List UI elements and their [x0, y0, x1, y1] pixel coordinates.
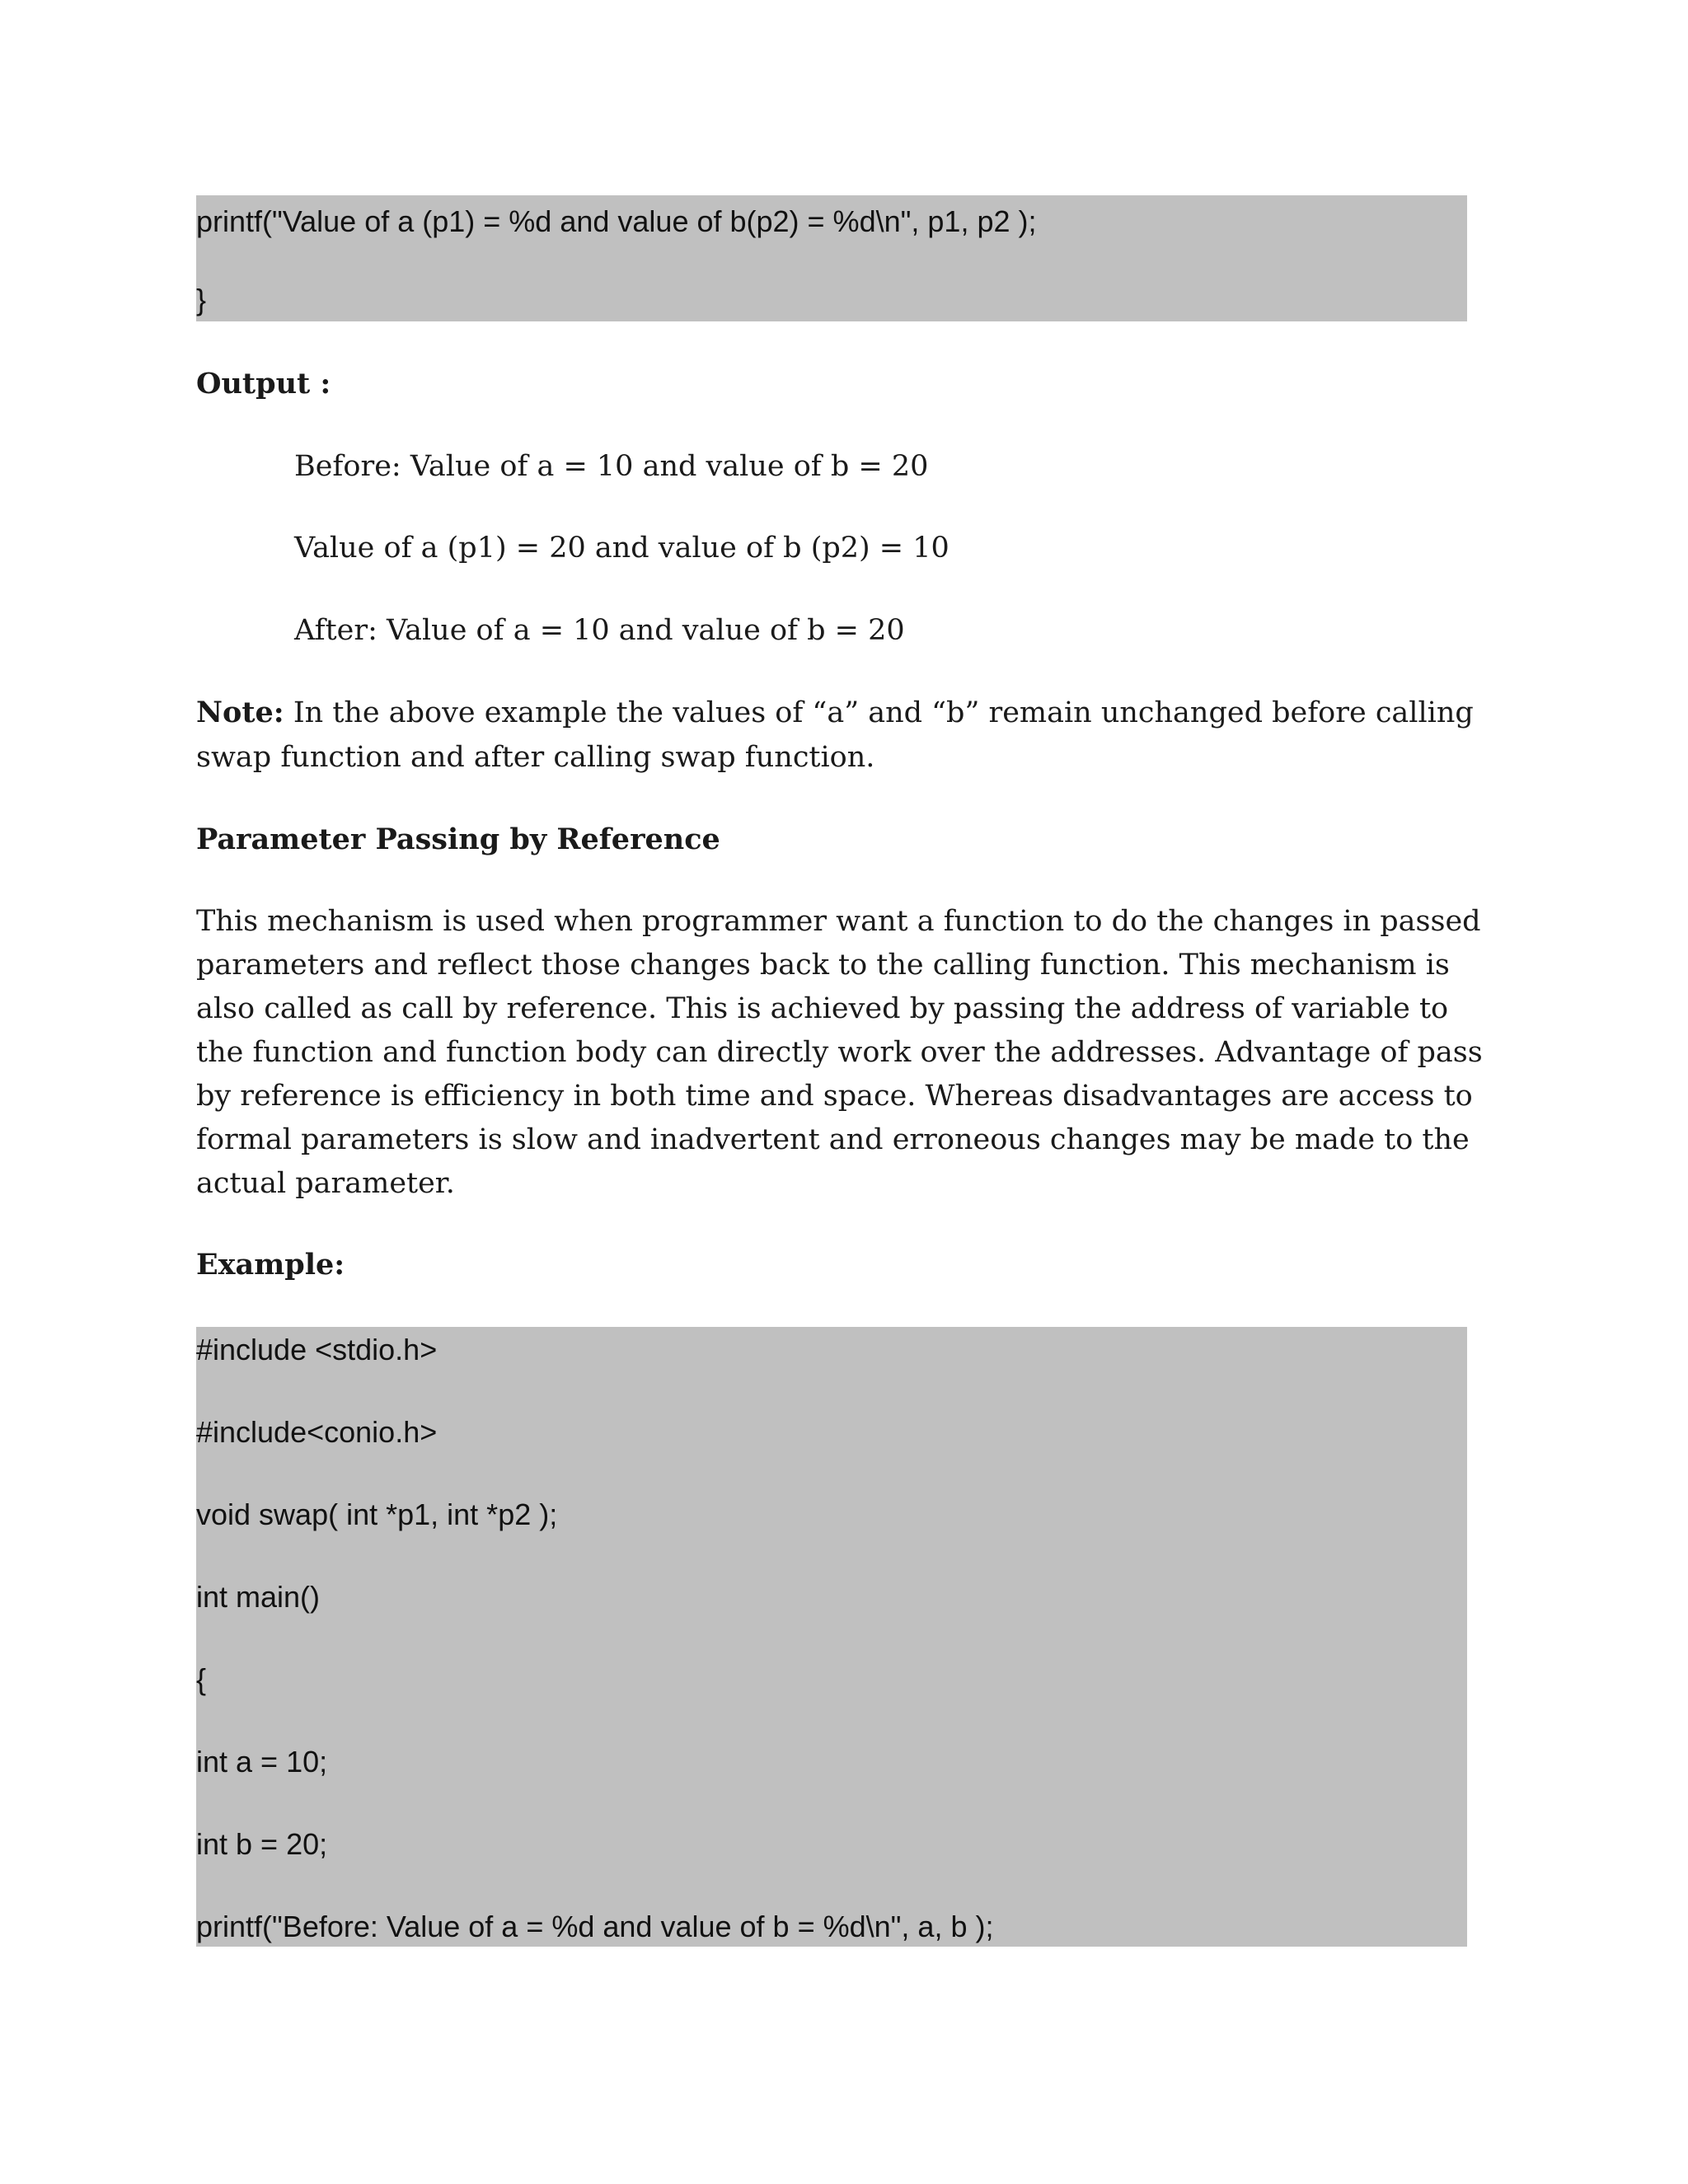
code-line: #include <stdio.h>: [196, 1333, 438, 1366]
code-block-continued: [196, 195, 1467, 321]
output-line: Value of a (p1) = 20 and value of b (p2) = 10: [294, 532, 950, 565]
paragraph-line: actual parameter.: [196, 1167, 455, 1200]
note-line: swap function and after calling swap function.: [196, 741, 875, 774]
paragraph-line: This mechanism is used when programmer want a function to do the changes in passed: [196, 905, 1481, 938]
code-line: }: [196, 283, 207, 316]
paragraph-line: parameters and reflect those changes back to the calling function. This mechanism is: [196, 949, 1450, 982]
paragraph-line: by reference is efficiency in both time and space. Whereas disadvantages are access to: [196, 1080, 1473, 1113]
example-code-block: [196, 1327, 1467, 1947]
code-line: int a = 10;: [196, 1745, 328, 1779]
example-heading: Example:: [196, 1248, 345, 1282]
output-heading: Output :: [196, 367, 331, 401]
code-line: printf("Value of a (p1) = %d and value of b(p2) = %d\n", p1, p2 );: [196, 204, 1037, 238]
paragraph-line: also called as call by reference. This is achieved by passing the address of variable to: [196, 992, 1449, 1025]
section-paragraph: [196, 900, 1483, 1206]
note-line: [196, 695, 1474, 731]
code-line: int main(): [196, 1580, 321, 1614]
paragraph-line: the function and function body can directly work over the addresses. Advantage of pass: [196, 1036, 1483, 1069]
code-line: void swap( int *p1, int *p2 );: [196, 1497, 558, 1531]
section-heading: Parameter Passing by Reference: [196, 823, 720, 856]
note-label: Note:: [196, 696, 284, 729]
paragraph-line: formal parameters is slow and inadvertent and erroneous changes may be made to the: [196, 1123, 1470, 1156]
code-line: {: [196, 1662, 207, 1696]
code-line: int b = 20;: [196, 1827, 328, 1861]
note-text: In the above example the values of “a” and “b” remain unchanged before calling: [284, 696, 1474, 729]
output-line: Before: Value of a = 10 and value of b = 20: [294, 450, 929, 483]
code-line: #include<conio.h>: [196, 1415, 438, 1449]
code-line: printf("Before: Value of a = %d and value of b = %d\n", a, b );: [196, 1910, 994, 1943]
output-line: After: Value of a = 10 and value of b = 20: [294, 614, 905, 647]
